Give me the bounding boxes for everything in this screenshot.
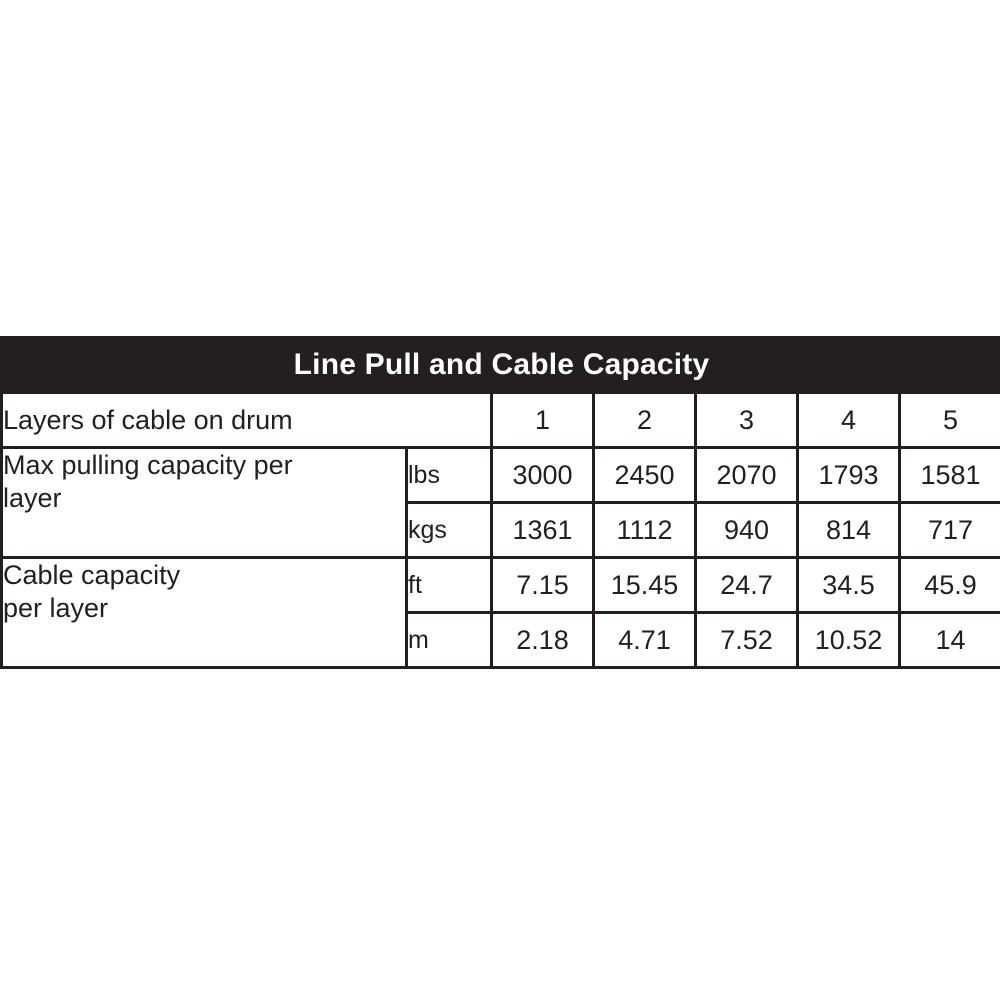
unit-cell: kgs <box>407 503 492 558</box>
value-cell: 1793 <box>798 448 900 503</box>
cable-capacity-label <box>2 558 407 668</box>
value-cell: 15.45 <box>594 558 696 613</box>
value-cell: 814 <box>798 503 900 558</box>
value-cell: 24.7 <box>696 558 798 613</box>
cable-capacity-label-line1: Cable capacity <box>3 560 181 590</box>
cable-capacity-label-line2: per layer <box>3 592 109 623</box>
value-cell: 3000 <box>492 448 594 503</box>
table-title: Line Pull and Cable Capacity <box>2 338 1000 393</box>
value-cell: 2070 <box>696 448 798 503</box>
value-cell: 1581 <box>900 448 1000 503</box>
layer-header-cell: 1 <box>492 393 594 448</box>
value-cell: 4.71 <box>594 613 696 668</box>
layer-header-cell: 2 <box>594 393 696 448</box>
layer-header-cell: 4 <box>798 393 900 448</box>
value-cell: 7.52 <box>696 613 798 668</box>
table-row <box>2 448 1000 503</box>
value-cell: 34.5 <box>798 558 900 613</box>
table-title-row <box>2 338 1000 393</box>
max-pulling-capacity-label-line2: layer <box>3 482 62 513</box>
value-cell: 10.52 <box>798 613 900 668</box>
value-cell: 1361 <box>492 503 594 558</box>
value-cell: 2.18 <box>492 613 594 668</box>
value-cell: 2450 <box>594 448 696 503</box>
table-row <box>2 393 1000 448</box>
value-cell: 45.9 <box>900 558 1000 613</box>
layers-row-label: Layers of cable on drum <box>2 393 492 448</box>
spec-table-container <box>0 336 1000 669</box>
layer-header-cell: 3 <box>696 393 798 448</box>
value-cell: 7.15 <box>492 558 594 613</box>
unit-cell: ft <box>407 558 492 613</box>
line-pull-cable-capacity-table <box>0 336 1000 669</box>
table-row <box>2 558 1000 613</box>
value-cell: 1112 <box>594 503 696 558</box>
unit-cell: lbs <box>407 448 492 503</box>
value-cell: 717 <box>900 503 1000 558</box>
unit-cell: m <box>407 613 492 668</box>
max-pulling-capacity-label-line1: Max pulling capacity per <box>3 450 293 480</box>
layer-header-cell: 5 <box>900 393 1000 448</box>
max-pulling-capacity-label <box>2 448 407 558</box>
value-cell: 940 <box>696 503 798 558</box>
value-cell: 14 <box>900 613 1000 668</box>
